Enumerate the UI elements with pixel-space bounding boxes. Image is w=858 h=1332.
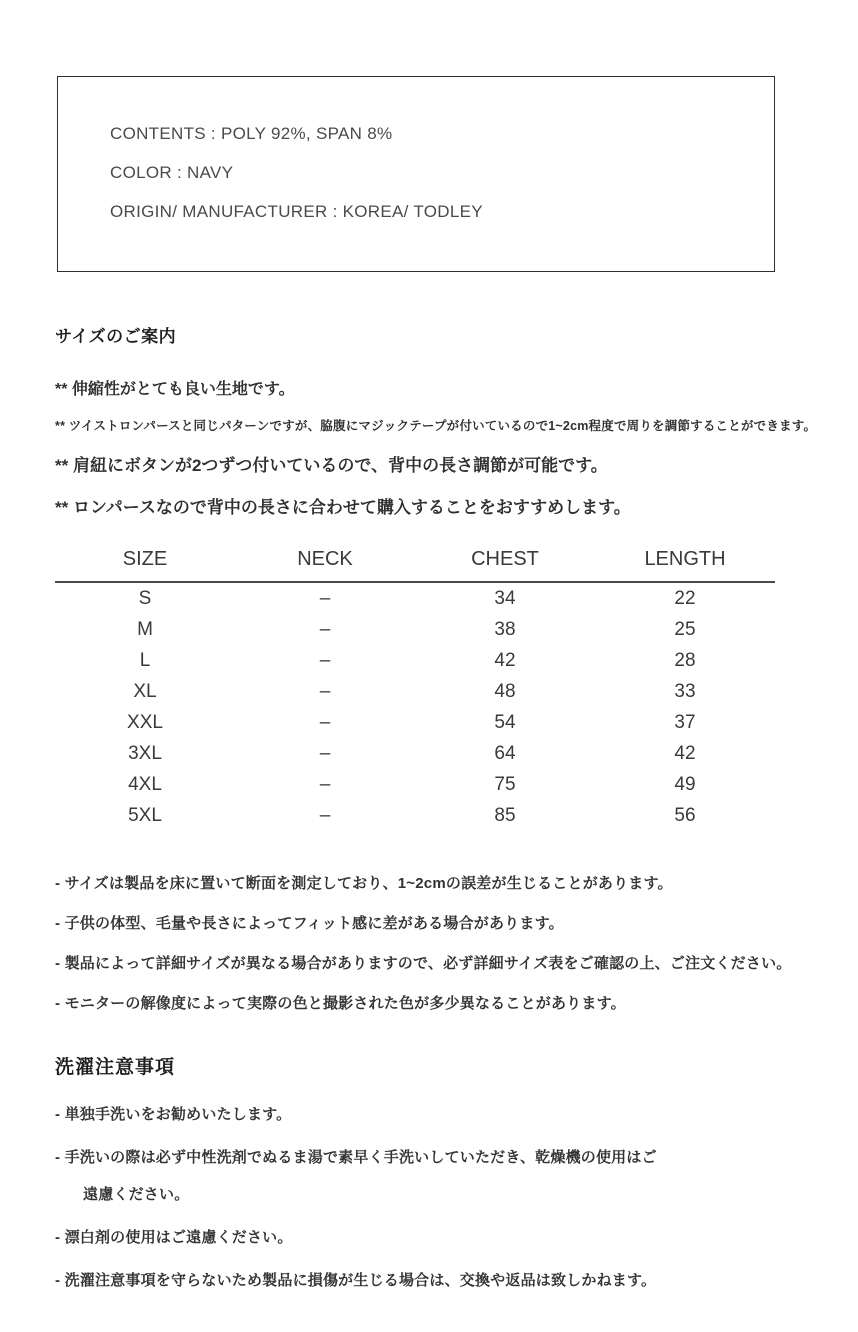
cell-chest: 85 — [494, 804, 516, 826]
cell-size: 3XL — [128, 742, 162, 764]
size-guide-title: サイズのご案内 — [55, 327, 177, 346]
washing-care-notes — [55, 1103, 835, 1312]
footnote: - モニターの解像度によって実際の色と撮影された色が多少異なることがあります。 — [55, 995, 626, 1012]
table-row — [55, 769, 775, 800]
table-row — [55, 738, 775, 769]
washing-care-title: 洗濯注意事項 — [55, 1057, 176, 1078]
size-table-body — [55, 582, 775, 831]
table-row — [55, 676, 775, 707]
washing-note-continuation: 遠慮ください。 — [83, 1186, 190, 1203]
size-note: ** ツイストロンパースと同じパターンですが、脇腹にマジックテープが付いているので1~2cm程度で周りを調節することができます。 — [55, 419, 817, 433]
cell-neck: – — [319, 587, 331, 609]
cell-neck: – — [319, 773, 331, 795]
washing-note: - 漂白剤の使用はご遠慮ください。 — [55, 1229, 293, 1246]
cell-length: 42 — [674, 742, 696, 764]
footnote: - 子供の体型、毛量や長さによってフィット感に差がある場合があります。 — [55, 915, 564, 932]
size-note: ** ロンパースなので背中の長さに合わせて購入することをおすすめします。 — [55, 498, 631, 517]
cell-chest: 42 — [494, 649, 516, 671]
product-info-box — [57, 76, 775, 272]
cell-size: XXL — [127, 711, 163, 733]
cell-length: 25 — [674, 618, 696, 640]
cell-chest: 48 — [494, 680, 516, 702]
cell-size: 5XL — [128, 804, 162, 826]
cell-length: 37 — [674, 711, 696, 733]
size-table-header-row — [55, 548, 775, 582]
washing-note: - 手洗いの際は必ず中性洗剤でぬるま湯で素早く手洗いしていただき、乾燥機の使用はご — [55, 1149, 657, 1166]
cell-neck: – — [319, 742, 331, 764]
footnote: - 製品によって詳細サイズが異なる場合がありますので、必ず詳細サイズ表をご確認の上、ご注文ください。 — [55, 955, 792, 972]
cell-length: 22 — [674, 587, 696, 609]
footnote: - サイズは製品を床に置いて断面を測定しており、1~2cmの誤差が生じることがあります。 — [55, 875, 673, 892]
cell-length: 33 — [674, 680, 696, 702]
info-line-origin: ORIGIN/ MANUFACTURER : KOREA/ TODLEY — [110, 202, 483, 221]
cell-size: XL — [133, 680, 157, 702]
size-table-header — [55, 548, 775, 582]
cell-length: 28 — [674, 649, 696, 671]
cell-neck: – — [319, 618, 331, 640]
size-note: ** 伸縮性がとても良い生地です。 — [55, 381, 295, 398]
size-table-footnotes — [55, 872, 845, 1032]
info-line-contents: CONTENTS : POLY 92%, SPAN 8% — [110, 124, 393, 143]
table-row — [55, 645, 775, 676]
cell-neck: – — [319, 649, 331, 671]
cell-chest: 34 — [494, 587, 516, 609]
col-header-neck: NECK — [235, 548, 415, 582]
cell-neck: – — [319, 804, 331, 826]
cell-size: 4XL — [128, 773, 162, 795]
col-header-size: SIZE — [55, 548, 235, 582]
size-note: ** 肩紐にボタンが2つずつ付いているので、背中の長さ調節が可能です。 — [55, 456, 608, 475]
col-header-chest: CHEST — [415, 548, 595, 582]
washing-note: - 洗濯注意事項を守らないため製品に損傷が生じる場合は、交換や返品は致しかねます。 — [55, 1272, 657, 1289]
cell-size: M — [137, 618, 153, 640]
size-guide-notes — [55, 376, 835, 535]
cell-chest: 64 — [494, 742, 516, 764]
cell-size: L — [139, 649, 151, 671]
info-line-color: COLOR : NAVY — [110, 163, 234, 182]
cell-size: S — [138, 587, 152, 609]
size-table — [55, 548, 775, 831]
washing-note: - 単独手洗いをお勧めいたします。 — [55, 1106, 292, 1123]
table-row — [55, 614, 775, 645]
cell-chest: 54 — [494, 711, 516, 733]
table-row — [55, 707, 775, 738]
table-row — [55, 582, 775, 614]
col-header-length: LENGTH — [595, 548, 775, 582]
cell-length: 49 — [674, 773, 696, 795]
cell-chest: 38 — [494, 618, 516, 640]
cell-length: 56 — [674, 804, 696, 826]
cell-neck: – — [319, 711, 331, 733]
cell-chest: 75 — [494, 773, 516, 795]
cell-neck: – — [319, 680, 331, 702]
table-row — [55, 800, 775, 831]
